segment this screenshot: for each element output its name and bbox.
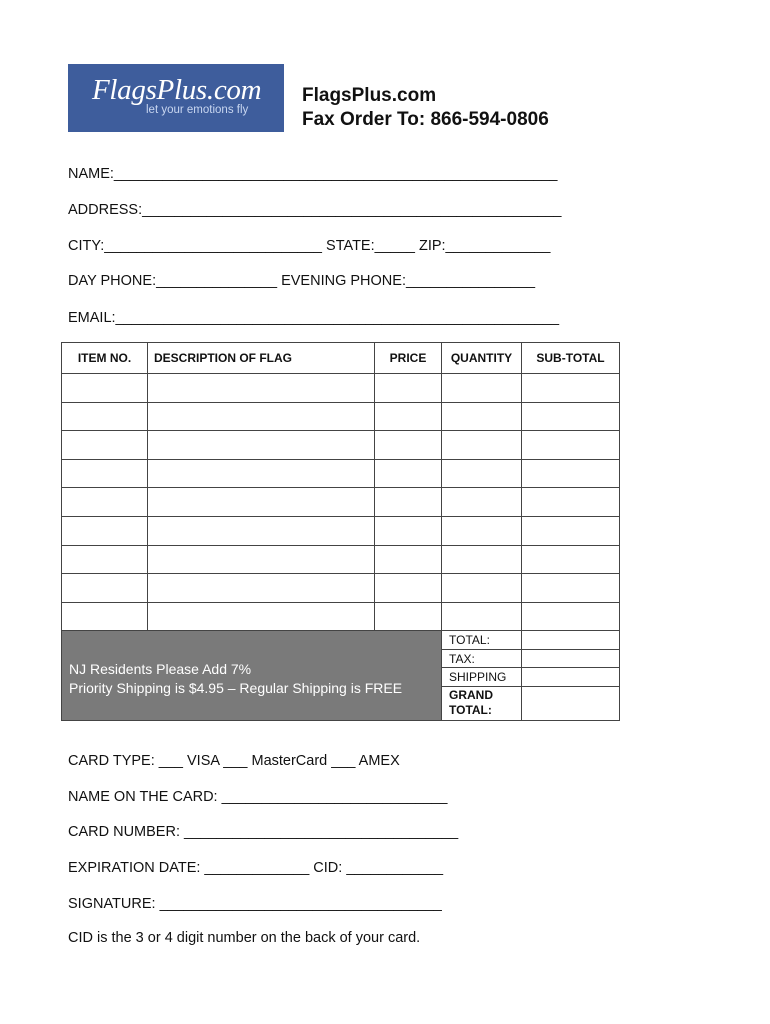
quantity-cell[interactable] bbox=[442, 402, 522, 431]
description-cell[interactable] bbox=[148, 459, 375, 488]
shipping-value-cell[interactable] bbox=[522, 668, 620, 687]
quantity-cell[interactable] bbox=[442, 545, 522, 574]
expiration-cid-field[interactable]: EXPIRATION DATE: _____________ CID: ____________ bbox=[68, 860, 444, 876]
price-cell[interactable] bbox=[375, 374, 442, 403]
company-name: FlagsPlus.com bbox=[302, 85, 437, 106]
item-no-cell[interactable] bbox=[62, 374, 148, 403]
description-cell[interactable] bbox=[148, 374, 375, 403]
subtotal-cell[interactable] bbox=[522, 574, 620, 603]
nj-tax-notice: NJ Residents Please Add 7% bbox=[69, 660, 252, 677]
subtotal-cell[interactable] bbox=[522, 374, 620, 403]
table-row bbox=[62, 602, 620, 631]
header-quantity: QUANTITY bbox=[442, 343, 522, 374]
description-cell[interactable] bbox=[148, 431, 375, 460]
header-price: PRICE bbox=[375, 343, 442, 374]
total-value-cell[interactable] bbox=[522, 631, 620, 650]
shipping-cost-notice: Priority Shipping is $4.95 – Regular Shipping is FREE bbox=[69, 679, 403, 696]
table-header-row bbox=[62, 343, 620, 374]
name-field[interactable]: NAME:_______________________________________________________ bbox=[68, 166, 558, 182]
item-no-cell[interactable] bbox=[62, 516, 148, 545]
description-cell[interactable] bbox=[148, 402, 375, 431]
item-no-cell[interactable] bbox=[62, 488, 148, 517]
table-row bbox=[62, 516, 620, 545]
table-row bbox=[62, 488, 620, 517]
description-cell[interactable] bbox=[148, 545, 375, 574]
subtotal-cell[interactable] bbox=[522, 488, 620, 517]
quantity-cell[interactable] bbox=[442, 602, 522, 631]
price-cell[interactable] bbox=[375, 488, 442, 517]
tax-value-cell[interactable] bbox=[522, 649, 620, 668]
grand-total-label-line1: GRAND bbox=[449, 688, 493, 703]
item-no-cell[interactable] bbox=[62, 402, 148, 431]
description-cell[interactable] bbox=[148, 516, 375, 545]
grand-total-label-line2: TOTAL: bbox=[449, 703, 492, 718]
item-no-cell[interactable] bbox=[62, 545, 148, 574]
fax-order-number: Fax Order To: 866-594-0806 bbox=[302, 109, 549, 130]
header-description: DESCRIPTION OF FLAG bbox=[148, 343, 375, 374]
address-field[interactable]: ADDRESS:____________________________________________________ bbox=[68, 202, 562, 218]
card-type-field[interactable]: CARD TYPE: ___ VISA ___ MasterCard ___ AMEX bbox=[68, 753, 400, 769]
subtotal-cell[interactable] bbox=[522, 402, 620, 431]
table-row bbox=[62, 459, 620, 488]
subtotal-cell[interactable] bbox=[522, 545, 620, 574]
name-on-card-field[interactable]: NAME ON THE CARD: ____________________________ bbox=[68, 789, 448, 805]
item-no-cell[interactable] bbox=[62, 602, 148, 631]
quantity-cell[interactable] bbox=[442, 374, 522, 403]
quantity-cell[interactable] bbox=[442, 459, 522, 488]
subtotal-cell[interactable] bbox=[522, 602, 620, 631]
header-subtotal: SUB-TOTAL bbox=[522, 343, 620, 374]
description-cell[interactable] bbox=[148, 602, 375, 631]
quantity-cell[interactable] bbox=[442, 488, 522, 517]
page-header bbox=[302, 84, 549, 132]
price-cell[interactable] bbox=[375, 545, 442, 574]
quantity-cell[interactable] bbox=[442, 431, 522, 460]
table-row bbox=[62, 402, 620, 431]
email-field[interactable]: EMAIL:_______________________________________________________ bbox=[68, 310, 560, 326]
item-no-cell[interactable] bbox=[62, 459, 148, 488]
tax-label: TAX: bbox=[442, 649, 522, 668]
grand-total-value-cell[interactable] bbox=[522, 686, 620, 720]
signature-field[interactable]: SIGNATURE: ___________________________________ bbox=[68, 896, 442, 912]
total-label: TOTAL: bbox=[442, 631, 522, 650]
price-cell[interactable] bbox=[375, 574, 442, 603]
grand-total-label bbox=[442, 686, 522, 720]
item-no-cell[interactable] bbox=[62, 574, 148, 603]
price-cell[interactable] bbox=[375, 402, 442, 431]
table-row bbox=[62, 574, 620, 603]
logo-wordmark: FlagsPlus.com bbox=[92, 74, 262, 106]
table-row bbox=[62, 374, 620, 403]
subtotal-cell[interactable] bbox=[522, 516, 620, 545]
shipping-label: SHIPPING bbox=[442, 668, 522, 687]
item-no-cell[interactable] bbox=[62, 431, 148, 460]
price-cell[interactable] bbox=[375, 516, 442, 545]
price-cell[interactable] bbox=[375, 602, 442, 631]
description-cell[interactable] bbox=[148, 574, 375, 603]
card-number-field[interactable]: CARD NUMBER: __________________________________ bbox=[68, 824, 459, 840]
shipping-notice bbox=[62, 631, 442, 721]
subtotal-cell[interactable] bbox=[522, 459, 620, 488]
description-cell[interactable] bbox=[148, 488, 375, 517]
quantity-cell[interactable] bbox=[442, 516, 522, 545]
header-item-no: ITEM NO. bbox=[62, 343, 148, 374]
flagsplus-logo bbox=[68, 64, 284, 132]
cid-note: CID is the 3 or 4 digit number on the back of your card. bbox=[68, 930, 421, 946]
table-row bbox=[62, 545, 620, 574]
quantity-cell[interactable] bbox=[442, 574, 522, 603]
total-row bbox=[62, 631, 620, 650]
price-cell[interactable] bbox=[375, 459, 442, 488]
city-state-zip-field[interactable]: CITY:___________________________ STATE:_____ ZIP:_____________ bbox=[68, 238, 551, 254]
logo-tagline: let your emotions fly bbox=[146, 104, 249, 116]
subtotal-cell[interactable] bbox=[522, 431, 620, 460]
price-cell[interactable] bbox=[375, 431, 442, 460]
phone-fields[interactable]: DAY PHONE:_______________ EVENING PHONE:________________ bbox=[68, 273, 536, 289]
order-table bbox=[61, 342, 620, 721]
table-row bbox=[62, 431, 620, 460]
